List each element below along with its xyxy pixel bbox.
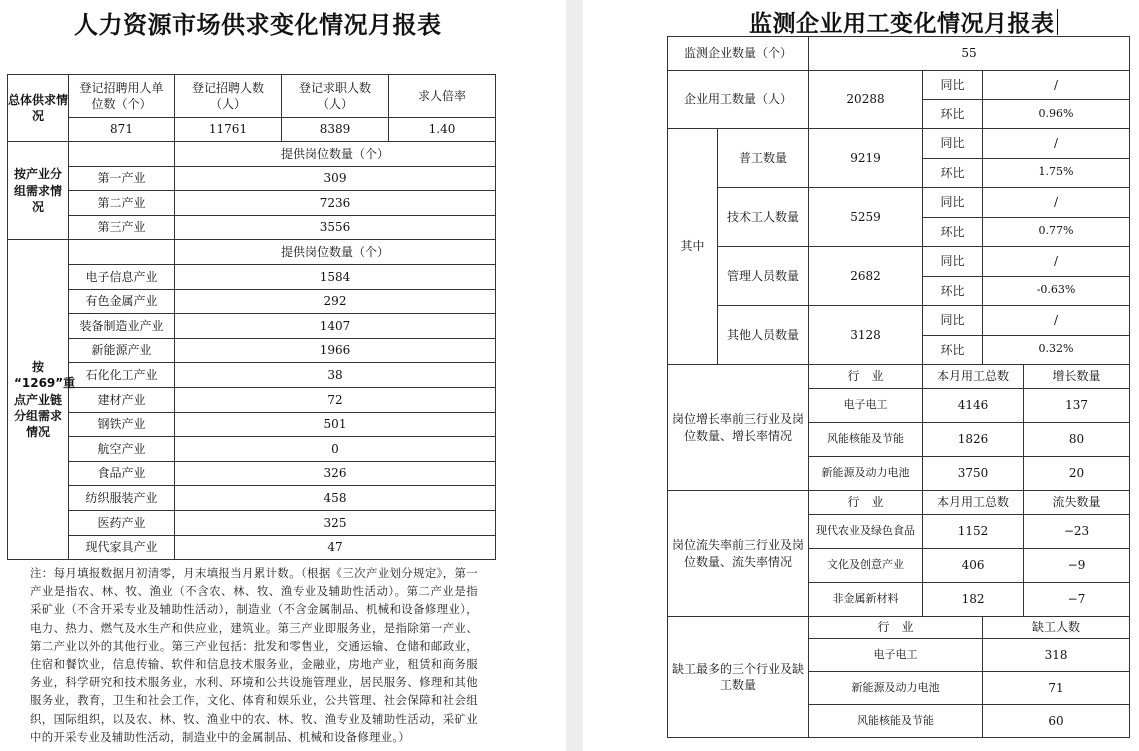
industry-name: 第一产业	[69, 166, 175, 191]
growth-total: 1826	[923, 423, 1024, 457]
growth-change: 137	[1024, 389, 1130, 423]
breakdown-yoy: /	[983, 188, 1130, 218]
chain-industry-value: 1584	[175, 264, 496, 289]
breakdown-name: 技术工人数量	[718, 188, 809, 247]
shortage-label: 缺工最多的三个行业及缺工数量	[668, 617, 809, 738]
breakdown-yoy: /	[983, 247, 1130, 277]
table-row	[668, 247, 1130, 277]
labor-market-table	[7, 74, 496, 560]
breakdown-value: 9219	[809, 129, 923, 188]
table-row	[668, 365, 1130, 389]
growth-change: 20	[1024, 457, 1130, 491]
shortage-header-industry: 行 业	[809, 617, 983, 639]
right-report-title: 监测企业用工变化情况月报表	[749, 5, 1058, 38]
growth-header-total: 本月用工总数	[923, 365, 1024, 389]
shortage-count: 318	[983, 639, 1130, 672]
industry-name: 第二产业	[69, 191, 175, 216]
employment-label: 企业用工数量（人）	[668, 71, 809, 129]
breakdown-mom: 1.75%	[983, 158, 1130, 188]
among-label: 其中	[668, 129, 718, 365]
loss-change: −23	[1024, 515, 1130, 549]
yoy-label: 同比	[923, 306, 983, 336]
chain-industry-value: 326	[175, 461, 496, 486]
chain-industry-name: 食品产业	[69, 461, 175, 486]
chain-industry-value: 72	[175, 387, 496, 412]
table-row	[8, 289, 496, 314]
growth-industry: 电子电工	[809, 389, 923, 423]
breakdown-yoy: /	[983, 129, 1130, 159]
jobseeker-count-value: 8389	[282, 118, 389, 142]
chain-row-label: 按 “1269”重点产业链分组需求情况	[8, 240, 69, 560]
loss-change: −9	[1024, 549, 1130, 583]
breakdown-value: 2682	[809, 247, 923, 306]
chain-industry-name: 装备制造业产业	[69, 314, 175, 339]
table-row	[8, 461, 496, 486]
yoy-label: 同比	[923, 129, 983, 159]
left-report-title: 人力资源市场供求变化情况月报表	[74, 10, 442, 39]
table-row	[8, 191, 496, 216]
growth-industry: 新能源及动力电池	[809, 457, 923, 491]
table-row	[668, 491, 1130, 515]
enterprise-employment-table	[667, 36, 1130, 738]
shortage-count: 71	[983, 672, 1130, 705]
shortage-industry: 新能源及动力电池	[809, 672, 983, 705]
table-row	[8, 338, 496, 363]
yoy-label: 同比	[923, 188, 983, 218]
loss-total: 406	[923, 549, 1024, 583]
growth-total: 3750	[923, 457, 1024, 491]
chain-industry-value: 38	[175, 363, 496, 388]
loss-header-total: 本月用工总数	[923, 491, 1024, 515]
loss-industry: 现代农业及绿色食品	[809, 515, 923, 549]
chain-industry-value: 0	[175, 437, 496, 462]
industry-value: 3556	[175, 215, 496, 240]
industry-header-row	[8, 142, 496, 167]
table-row	[8, 264, 496, 289]
demand-ratio-value: 1.40	[389, 118, 496, 142]
chain-industry-name: 有色金属产业	[69, 289, 175, 314]
chain-industry-value: 1407	[175, 314, 496, 339]
chain-industry-name: 现代家具产业	[69, 535, 175, 560]
industry-name: 第三产业	[69, 215, 175, 240]
header-demand-ratio: 求人倍率	[389, 75, 496, 118]
summary-row-label: 总体供求情况	[8, 75, 69, 142]
hiring-count-value: 11761	[175, 118, 282, 142]
yoy-label: 同比	[923, 71, 983, 100]
breakdown-name: 管理人员数量	[718, 247, 809, 306]
breakdown-value: 3128	[809, 306, 923, 365]
right-page	[583, 0, 1139, 751]
breakdown-value: 5259	[809, 188, 923, 247]
table-row	[8, 535, 496, 560]
table-row	[8, 412, 496, 437]
header-hiring-count: 登记招聘人数（人）	[175, 75, 282, 118]
industry-column-header: 提供岗位数量（个）	[175, 142, 496, 167]
loss-total: 1152	[923, 515, 1024, 549]
table-row	[8, 510, 496, 535]
table-row	[8, 166, 496, 191]
growth-label: 岗位增长率前三行业及岗位数量、增长率情况	[668, 365, 809, 491]
loss-change: −7	[1024, 583, 1130, 617]
growth-change: 80	[1024, 423, 1130, 457]
mom-label: 环比	[923, 217, 983, 247]
chain-industry-value: 325	[175, 510, 496, 535]
summary-value-row	[8, 118, 496, 142]
loss-industry: 文化及创意产业	[809, 549, 923, 583]
mom-label: 环比	[923, 100, 983, 129]
yoy-label: 同比	[923, 247, 983, 277]
chain-industry-name: 建材产业	[69, 387, 175, 412]
employment-yoy: /	[983, 71, 1130, 100]
header-employer-count: 登记招聘用人单位数（个）	[69, 75, 175, 118]
shortage-industry: 电子电工	[809, 639, 983, 672]
breakdown-yoy: /	[983, 306, 1130, 336]
chain-industry-name: 钢铁产业	[69, 412, 175, 437]
industry-value: 7236	[175, 191, 496, 216]
industry-value: 309	[175, 166, 496, 191]
chain-industry-name: 医药产业	[69, 510, 175, 535]
table-row	[8, 363, 496, 388]
chain-industry-name: 新能源产业	[69, 338, 175, 363]
text-cursor	[1057, 9, 1058, 35]
shortage-count: 60	[983, 705, 1130, 738]
table-row	[8, 215, 496, 240]
employment-mom: 0.96%	[983, 100, 1130, 129]
shortage-header-count: 缺工人数	[983, 617, 1130, 639]
chain-industry-name: 纺织服装产业	[69, 486, 175, 511]
summary-header-row	[8, 75, 496, 118]
chain-industry-name: 航空产业	[69, 437, 175, 462]
breakdown-name: 普工数量	[718, 129, 809, 188]
chain-column-header: 提供岗位数量（个）	[175, 240, 496, 265]
growth-total: 4146	[923, 389, 1024, 423]
industry-row-label: 按产业分组需求情况	[8, 142, 69, 240]
loss-header-industry: 行 业	[809, 491, 923, 515]
footnote: 注：每月填报数据月初清零，月末填报当月累计数。（根据《三次产业划分规定》，第一产业是指农、林、牧、渔业（不含农、林、牧、渔专业及辅助性活动）。第二产业是指采矿业（不含开采专业及辅助性活动），制造业（不含金属制品、机械和设备修理业），电力、热力、燃气及水生产和供应业，建筑业。第三产业即服务业，是指除第一产业、第二产业以外的其他行业。第三产业包括：批发和零售业，交通运输、仓储和邮政业，住宿和餐饮业，信息传输、软件和信息技术服务业，金融业，房地产业，租赁和商务服务业，科学研究和技术服务业，水利、环境和公共设施管理业，居民服务、修理和其他服务业，教育，卫生和社会工作，文化、体育和娱乐业，公共管理、社会保障和社会组织，国际组织，以及农、林、牧、渔业中的农、林、牧、渔专业及辅助性活动，采矿业中的开采专业及辅助性活动，制造业中的金属制品、机械和设备修理业。）	[30, 566, 478, 744]
shortage-industry: 风能核能及节能	[809, 705, 983, 738]
growth-header-change: 增长数量	[1024, 365, 1130, 389]
breakdown-mom: -0.63%	[983, 276, 1130, 306]
loss-label: 岗位流失率前三行业及岗位数量、流失率情况	[668, 491, 809, 617]
mom-label: 环比	[923, 335, 983, 365]
breakdown-mom: 0.77%	[983, 217, 1130, 247]
growth-header-industry: 行 业	[809, 365, 923, 389]
table-row	[668, 71, 1130, 100]
table-row	[668, 37, 1130, 71]
chain-industry-value: 292	[175, 289, 496, 314]
chain-industry-name: 石化化工产业	[69, 363, 175, 388]
left-page	[0, 0, 566, 751]
chain-industry-value: 501	[175, 412, 496, 437]
table-row	[668, 188, 1130, 218]
enterprise-count-label: 监测企业数量（个）	[668, 37, 809, 71]
employment-value: 20288	[809, 71, 923, 129]
growth-industry: 风能核能及节能	[809, 423, 923, 457]
table-row	[668, 129, 1130, 159]
chain-industry-value: 47	[175, 535, 496, 560]
chain-industry-value: 1966	[175, 338, 496, 363]
chain-industry-name: 电子信息产业	[69, 264, 175, 289]
breakdown-mom: 0.32%	[983, 335, 1130, 365]
table-row	[8, 486, 496, 511]
table-row	[8, 387, 496, 412]
table-row	[8, 437, 496, 462]
mom-label: 环比	[923, 158, 983, 188]
breakdown-name: 其他人员数量	[718, 306, 809, 365]
loss-header-change: 流失数量	[1024, 491, 1130, 515]
chain-industry-value: 458	[175, 486, 496, 511]
mom-label: 环比	[923, 276, 983, 306]
enterprise-count-value: 55	[809, 37, 1130, 71]
table-row	[8, 314, 496, 339]
chain-header-row	[8, 240, 496, 265]
header-jobseeker-count: 登记求职人数（人）	[282, 75, 389, 118]
table-row	[668, 306, 1130, 336]
table-row	[668, 617, 1130, 639]
loss-industry: 非金属新材料	[809, 583, 923, 617]
employer-count-value: 871	[69, 118, 175, 142]
loss-total: 182	[923, 583, 1024, 617]
